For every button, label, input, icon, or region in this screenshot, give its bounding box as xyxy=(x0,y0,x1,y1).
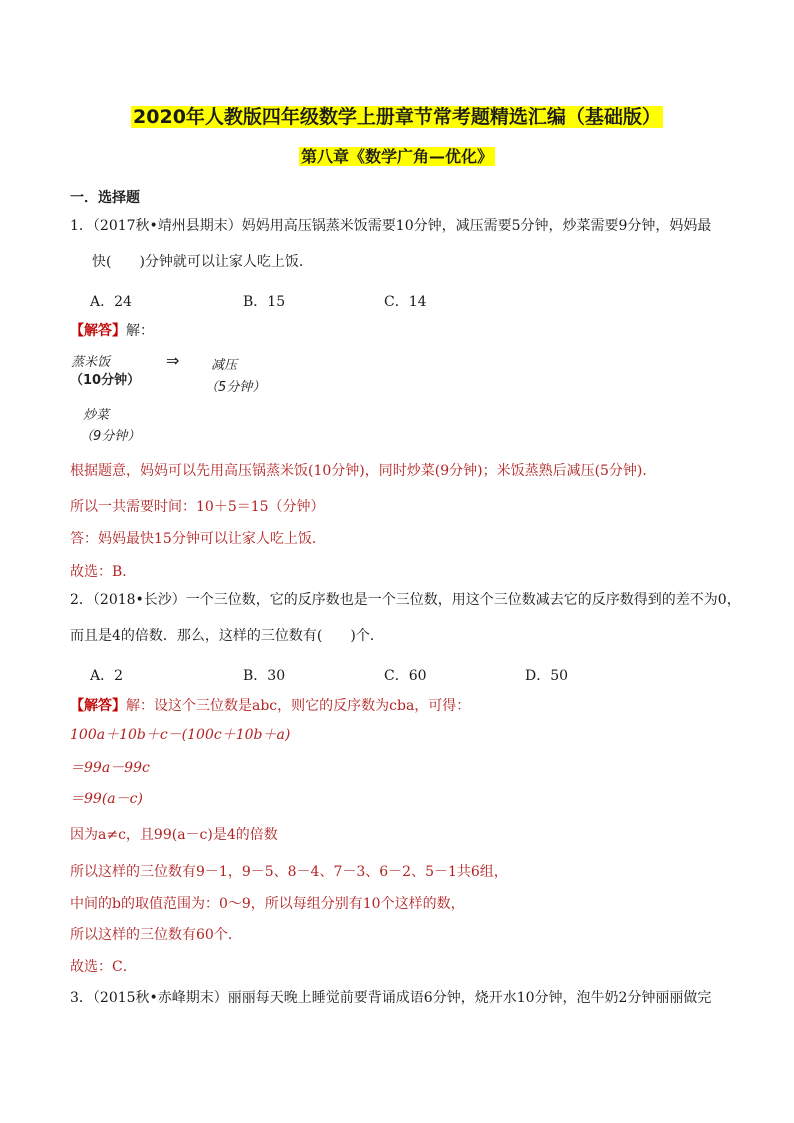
section-heading: 一．选择题 xyxy=(70,190,140,206)
q1-option-b: B．15 xyxy=(243,294,286,310)
q2-text-line1: 2．（2018•长沙）一个三位数，它的反序数也是一个三位数，用这个三位数减去它的反序数得到的差不为0， xyxy=(70,592,741,608)
q2-solution-1: 因为a≠c，且99(a－c)是4的倍数 xyxy=(70,827,278,843)
q1-text-line2: 快( )分钟就可以让家人吃上饭． xyxy=(92,254,313,270)
q1-option-a: A．24 xyxy=(90,294,132,310)
q2-equation-2: ＝99a－99c xyxy=(70,760,150,776)
q2-solution-4: 所以这样的三位数有60个． xyxy=(70,927,242,943)
page-title: 2020年人教版四年级数学上册章节常考题精选汇编（基础版） xyxy=(133,106,661,128)
q2-choice: 故选：C． xyxy=(70,959,137,975)
q2-option-b: B．30 xyxy=(243,668,286,684)
answer-intro: 解： xyxy=(126,323,154,339)
q1-text-line1: 1．（2017秋•靖州县期末）妈妈用高压锅蒸米饭需要10分钟，减压需要5分钟，炒菜需要9分钟，妈妈最 xyxy=(70,218,712,234)
q2-solution-3: 中间的b的取值范围为：0～9，所以每组分别有10个这样的数， xyxy=(70,896,465,912)
diagram-step-stir-fry: 炒菜 xyxy=(83,408,110,423)
diagram-step-decompress-time: （5分钟） xyxy=(205,380,266,395)
q2-equation-1: 100a＋10b＋c－(100c＋10b＋a) xyxy=(70,727,291,743)
title-row xyxy=(0,104,794,130)
q1-solution-3: 答：妈妈最快15分钟可以让家人吃上饭． xyxy=(70,531,326,547)
q2-solution-2: 所以这样的三位数有9－1，9－5、8－4、7－3、6－2、5－1共6组， xyxy=(70,864,508,880)
diagram-step-stir-fry-time: （9分钟） xyxy=(80,429,141,444)
answer-tag: 【解答】 xyxy=(70,323,126,339)
q3-text-line1: 3．（2015秋•赤峰期末）丽丽每天晚上睡觉前要背诵成语6分钟，烧开水10分钟，泡牛奶2分钟丽丽做完 xyxy=(70,990,712,1006)
subtitle-row xyxy=(0,146,794,168)
arrow-icon: ⇒ xyxy=(166,351,180,370)
q1-choice: 故选：B． xyxy=(70,564,137,580)
answer-tag: 【解答】 xyxy=(70,698,126,714)
q2-option-c: C．60 xyxy=(384,668,427,684)
diagram-step-cook-rice-time: （10分钟） xyxy=(70,373,141,388)
q2-text-line2: 而且是4的倍数．那么，这样的三位数有( )个． xyxy=(70,628,384,644)
diagram-step-cook-rice: 蒸米饭 xyxy=(71,355,111,370)
q2-equation-3: ＝99(a－c) xyxy=(70,791,143,807)
q1-option-c: C．14 xyxy=(384,294,427,310)
q2-answer-label xyxy=(70,697,470,715)
chapter-title: 第八章《数学广角—优化》 xyxy=(300,147,493,166)
q1-answer-label xyxy=(70,322,154,340)
q1-solution-2: 所以一共需要时间：10＋5＝15（分钟） xyxy=(70,499,325,515)
diagram-step-decompress: 减压 xyxy=(211,358,238,373)
q2-answer-text: 解：设这个三位数是abc，则它的反序数为cba，可得： xyxy=(126,698,471,714)
q1-solution-1: 根据题意，妈妈可以先用高压锅蒸米饭(10分钟)，同时炒菜(9分钟)；米饭蒸熟后减压(5分钟)． xyxy=(70,463,657,479)
q2-option-d: D．50 xyxy=(525,668,569,684)
q2-option-a: A．2 xyxy=(90,668,124,684)
